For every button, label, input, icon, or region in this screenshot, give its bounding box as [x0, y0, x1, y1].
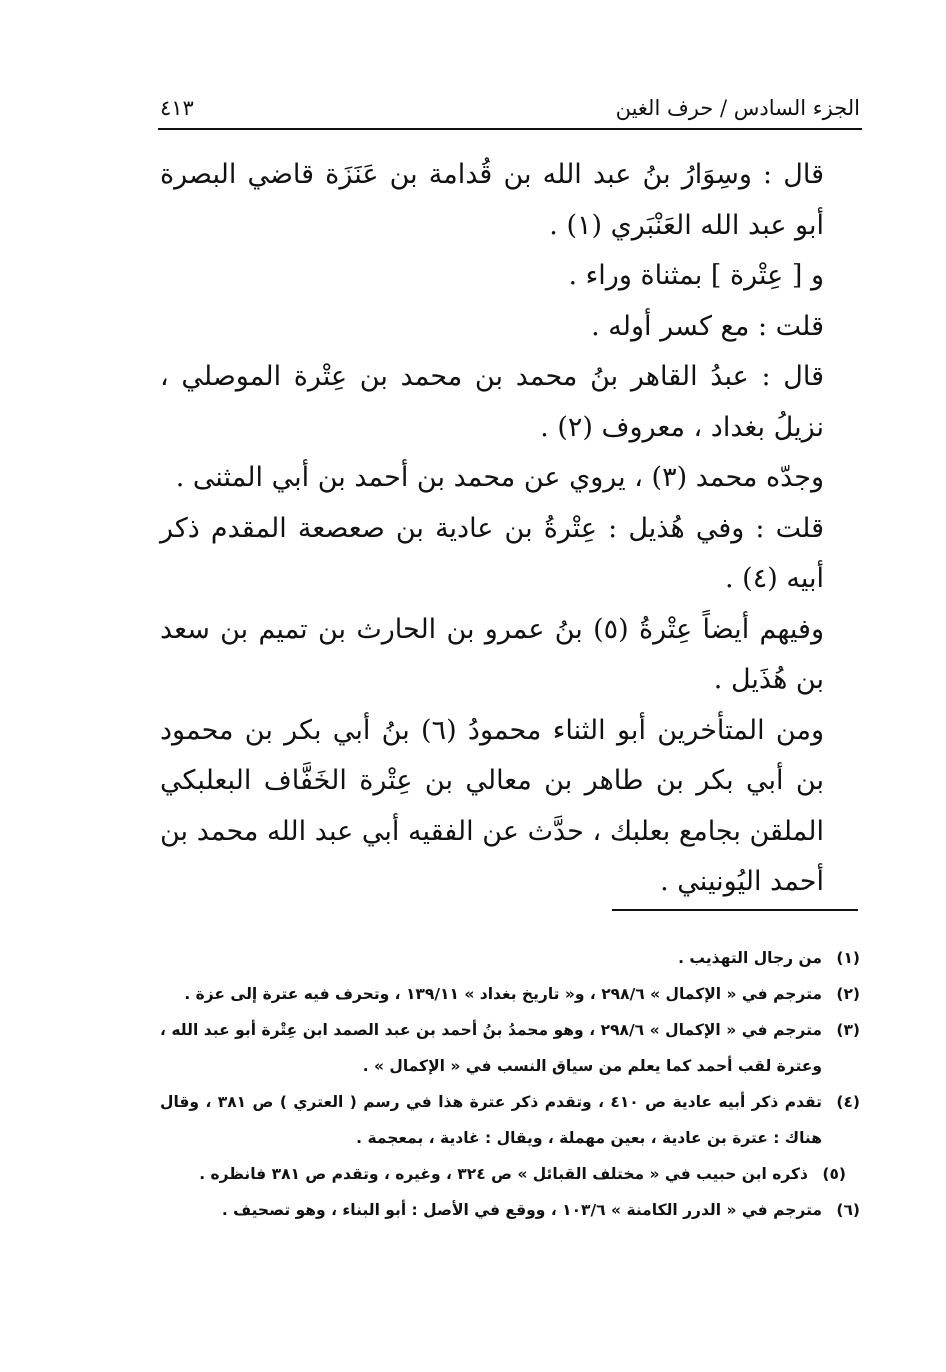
footnote-text: ذكره ابن حبيب في « مختلف القبائل » ص ٣٢٤ ، وغيره ، وتقدم ص ٣٨١ فانظره . [199, 1165, 808, 1183]
footnote [160, 940, 860, 976]
footnote-number: (٢) [836, 985, 860, 1003]
footnote [160, 1156, 860, 1192]
footnote-text: تقدم ذكر أبيه عادية ص ٤١٠ ، وتقدم ذكر عترة هذا في رسم ( العتري ) ص ٣٨١ ، وقال هناك : عترة بن عادية ، بعين مهملة ، ويقال : غادية ، بمعجمة . [160, 1093, 822, 1147]
paragraph: قال : وسِوَارُ بنُ عبد الله بن قُدامة بن عَنَزَة قاضي البصرة أبو عبد الله العَنْبَري (١) . [160, 159, 824, 241]
footnote-number: (١) [836, 949, 860, 967]
paragraph: وجدّه محمد (٣) ، يروي عن محمد بن أحمد بن أبي المثنى . [175, 462, 824, 493]
footnote-separator [612, 909, 858, 911]
footnote-number: (٦) [836, 1201, 860, 1219]
paragraph: قلت : وفي هُذيل : عِتْرةُ بن عادية بن صعصعة المقدم ذكر أبيه (٤) . [160, 512, 824, 594]
footnote-number: (٤) [836, 1093, 860, 1111]
page-number: ٤١٣ [160, 96, 194, 120]
main-text [160, 150, 860, 908]
header-rule [158, 128, 862, 130]
footnote [160, 976, 860, 1012]
paragraph: وفيهم أيضاً عِتْرةُ (٥) بنُ عمرو بن الحارث بن تميم بن سعد بن هُذَيل . [160, 613, 824, 695]
running-title: الجزء السادس / حرف الغين [615, 96, 860, 120]
footnote [160, 1012, 860, 1084]
paragraph: ومن المتأخرين أبو الثناء محمودُ (٦) بنُ أبي بكر بن محمود بن أبي بكر بن طاهر بن معالي بن عِتْرة الخَفَّاف البعلبكي الملقن بجامع بعلبك ، حدَّث عن الفقيه أبي عبد الله محمد بن أحمد اليُونيني . [160, 714, 824, 897]
footnote-number: (٣) [836, 1021, 860, 1039]
footnote-text: من رجال التهذيب . [678, 949, 822, 967]
paragraph: قلت : مع كسر أوله . [591, 310, 824, 342]
footnotes [160, 940, 860, 1228]
footnote-text: مترجم في « الإكمال » ٢٩٨/٦ ، و« تاريخ بغداد » ١٣٩/١١ ، وتحرف فيه عترة إلى عزة . [184, 985, 822, 1003]
footnote [160, 1192, 860, 1228]
paragraph: قال : عبدُ القاهر بنُ محمد بن محمد بن عِتْرة الموصلي ، نزيلُ بغداد ، معروف (٢) . [160, 361, 824, 443]
paragraph: و [ عِتْرة ] بمثناة وراء . [568, 260, 824, 291]
footnote-number: (٥) [822, 1165, 846, 1183]
page-header [160, 80, 860, 120]
footnote-text: مترجم في « الإكمال » ٢٩٨/٦ ، وهو محمدُ بنُ أحمد بن عبد الصمد ابن عِتْرة أبو عبد الله ، وعترة لقب أحمد كما يعلم من سياق النسب في « الإكمال » . [160, 1021, 822, 1075]
footnote [160, 1084, 860, 1156]
footnote-text: مترجم في « الدرر الكامنة » ١٠٣/٦ ، ووقع في الأصل : أبو البناء ، وهو تصحيف . [221, 1201, 822, 1219]
